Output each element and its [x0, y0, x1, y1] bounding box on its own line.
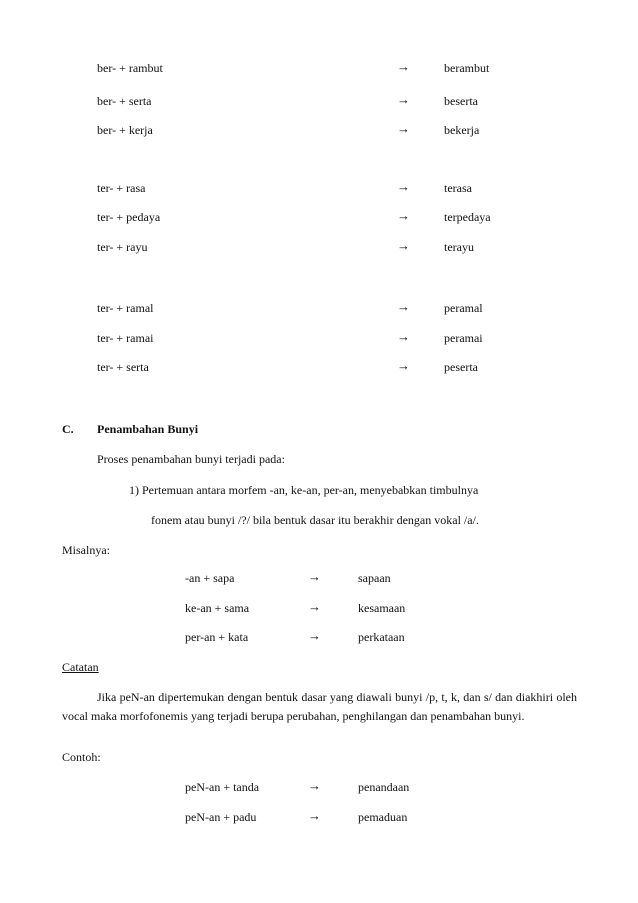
- example-left: ter- + rasa: [97, 181, 146, 195]
- example-result: peramai: [444, 331, 483, 345]
- example-result: penandaan: [358, 780, 410, 794]
- example-left: peN-an + padu: [185, 810, 257, 824]
- catatan-paragraph: [62, 688, 577, 726]
- example-result: sapaan: [358, 571, 391, 585]
- catatan-text: Jika peN-an dipertemukan dengan bentuk dasar yang diawali bunyi /p, t, k, dan s/ dan diakhiri oleh vocal maka morfofonemis yang terjadi berupa perubahan, penghilangan dan penambahan bunyi.: [62, 690, 577, 723]
- example-left: ter- + ramal: [97, 301, 154, 315]
- example-left: ter- + ramai: [97, 331, 154, 345]
- example-left: peN-an + tanda: [185, 780, 260, 794]
- example-result: terpedaya: [444, 210, 491, 224]
- example-result: terasa: [444, 181, 472, 195]
- section-title: Penambahan Bunyi: [97, 422, 199, 436]
- point-line-1: 1) Pertemuan antara morfem -an, ke-an, per-an, menyebabkan timbulnya: [129, 483, 479, 497]
- example-left: ber- + rambut: [97, 61, 163, 75]
- example-left: ter- + rayu: [97, 240, 148, 254]
- arrow-icon: →: [308, 569, 321, 584]
- example-left: ber- + kerja: [97, 123, 153, 137]
- arrow-icon: →: [308, 599, 321, 614]
- example-result: pemaduan: [358, 810, 408, 824]
- arrow-icon: →: [397, 238, 410, 253]
- arrow-icon: →: [397, 329, 410, 344]
- example-result: bekerja: [444, 123, 480, 137]
- arrow-icon: →: [397, 208, 410, 223]
- example-result: peramal: [444, 301, 483, 315]
- arrow-icon: →: [397, 358, 410, 373]
- example-left: ber- + serta: [97, 94, 152, 108]
- arrow-icon: →: [397, 121, 410, 136]
- arrow-icon: →: [397, 59, 410, 74]
- contoh-label: Contoh:: [62, 750, 101, 764]
- section-number: C.: [62, 422, 74, 436]
- example-left: -an + sapa: [185, 571, 235, 585]
- example-result: peserta: [444, 360, 478, 374]
- intro-text: Proses penambahan bunyi terjadi pada:: [97, 452, 285, 466]
- catatan-label: Catatan: [62, 660, 99, 674]
- example-result: terayu: [444, 240, 474, 254]
- example-result: kesamaan: [358, 601, 406, 615]
- example-left: ke-an + sama: [185, 601, 250, 615]
- arrow-icon: →: [397, 92, 410, 107]
- arrow-icon: →: [397, 179, 410, 194]
- arrow-icon: →: [308, 778, 321, 793]
- arrow-icon: →: [308, 808, 321, 823]
- example-left: ter- + pedaya: [97, 210, 161, 224]
- point-line-2: fonem atau bunyi /?/ bila bentuk dasar itu berakhir dengan vokal /a/.: [151, 513, 479, 527]
- example-result: perkataan: [358, 630, 405, 644]
- arrow-icon: →: [397, 299, 410, 314]
- arrow-icon: →: [308, 628, 321, 643]
- example-left: ter- + serta: [97, 360, 149, 374]
- example-left: per-an + kata: [185, 630, 249, 644]
- example-result: berambut: [444, 61, 490, 75]
- example-result: beserta: [444, 94, 478, 108]
- misalnya-label: Misalnya:: [62, 543, 110, 557]
